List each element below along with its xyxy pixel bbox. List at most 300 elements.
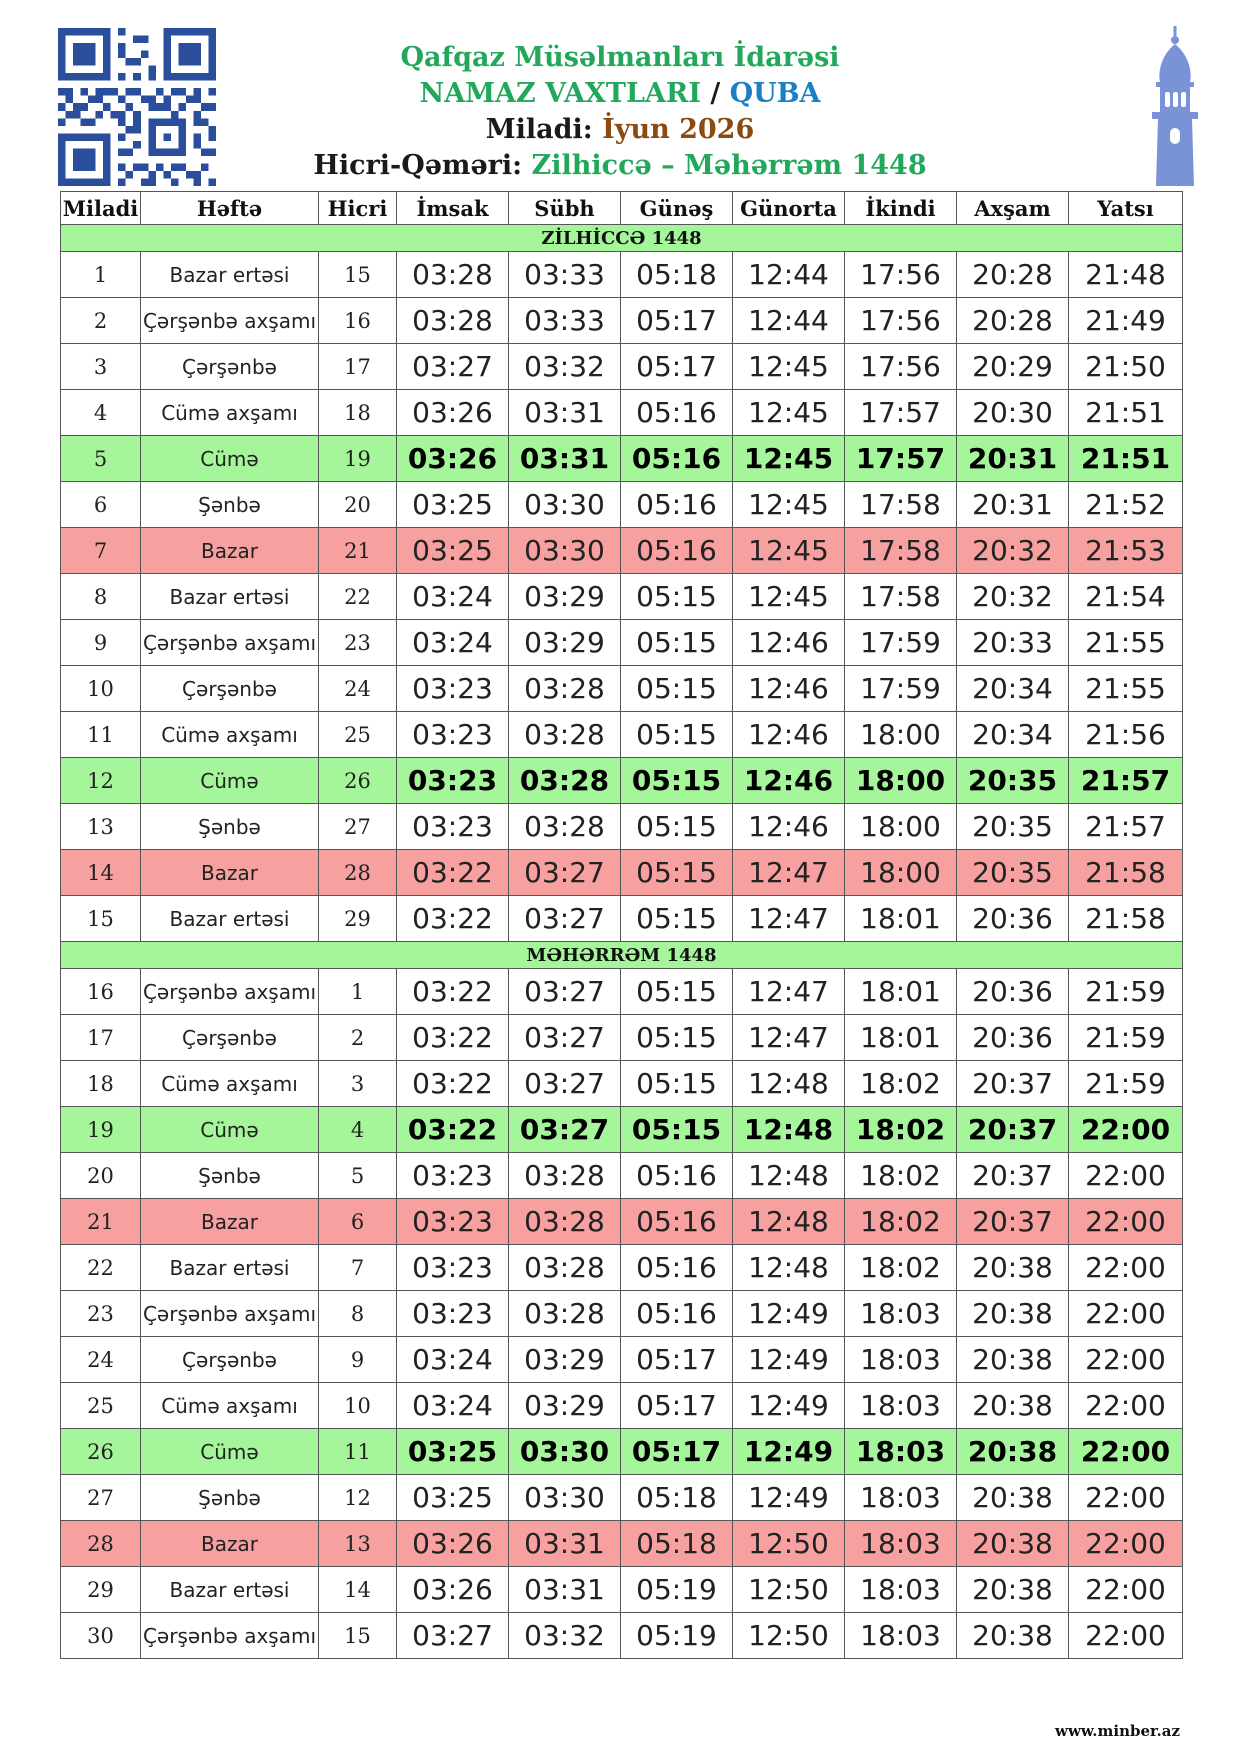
time-cell-gunes: 05:17 [621, 1429, 733, 1475]
document-title: NAMAZ VAXTLARI [419, 78, 701, 109]
weekday-cell: Bazar [141, 1199, 319, 1245]
time-cell-gunorta: 12:46 [733, 804, 845, 850]
time-cell-subh: 03:33 [509, 298, 621, 344]
weekday-cell: Cümə [141, 1107, 319, 1153]
time-cell-imsak: 03:22 [397, 896, 509, 942]
weekday-cell: Çərşənbə axşamı [141, 1291, 319, 1337]
column-header-hicri: Hicri [319, 192, 397, 225]
gregorian-day-cell: 28 [61, 1521, 141, 1567]
time-cell-imsak: 03:22 [397, 969, 509, 1015]
time-cell-axsam: 20:38 [957, 1383, 1069, 1429]
time-cell-gunorta: 12:45 [733, 482, 845, 528]
gregorian-label: Miladi: [485, 114, 603, 145]
time-cell-gunes: 05:15 [621, 969, 733, 1015]
weekday-cell: Bazar [141, 528, 319, 574]
time-cell-gunorta: 12:47 [733, 850, 845, 896]
hijri-day-cell: 10 [319, 1383, 397, 1429]
weekday-cell: Bazar ertəsi [141, 252, 319, 298]
hijri-month: Zilhiccə – Məhərrəm 1448 [531, 150, 927, 181]
time-cell-axsam: 20:38 [957, 1521, 1069, 1567]
time-cell-gunorta: 12:49 [733, 1475, 845, 1521]
time-cell-gunes: 05:16 [621, 1245, 733, 1291]
hijri-day-cell: 6 [319, 1199, 397, 1245]
hijri-day-cell: 13 [319, 1521, 397, 1567]
time-cell-ikindi: 17:56 [845, 252, 957, 298]
time-cell-axsam: 20:38 [957, 1475, 1069, 1521]
time-cell-yatsi: 21:49 [1069, 298, 1183, 344]
time-cell-axsam: 20:37 [957, 1061, 1069, 1107]
time-cell-imsak: 03:23 [397, 1153, 509, 1199]
time-cell-gunes: 05:18 [621, 1521, 733, 1567]
weekday-cell: Cümə [141, 1429, 319, 1475]
time-cell-ikindi: 17:58 [845, 528, 957, 574]
gregorian-month: İyun 2026 [602, 114, 755, 145]
table-row [61, 1337, 1183, 1383]
time-cell-axsam: 20:35 [957, 758, 1069, 804]
gregorian-day-cell: 7 [61, 528, 141, 574]
time-cell-axsam: 20:37 [957, 1153, 1069, 1199]
weekday-cell: Bazar [141, 850, 319, 896]
time-cell-subh: 03:28 [509, 1291, 621, 1337]
time-cell-subh: 03:29 [509, 620, 621, 666]
time-cell-imsak: 03:25 [397, 482, 509, 528]
time-cell-gunorta: 12:46 [733, 758, 845, 804]
time-cell-gunes: 05:15 [621, 758, 733, 804]
time-cell-gunorta: 12:45 [733, 528, 845, 574]
time-cell-subh: 03:28 [509, 712, 621, 758]
time-cell-gunorta: 12:48 [733, 1153, 845, 1199]
time-cell-subh: 03:31 [509, 390, 621, 436]
time-cell-imsak: 03:26 [397, 390, 509, 436]
weekday-cell: Bazar ertəsi [141, 574, 319, 620]
time-cell-ikindi: 17:58 [845, 574, 957, 620]
table-row [61, 1521, 1183, 1567]
time-cell-yatsi: 22:00 [1069, 1153, 1183, 1199]
weekday-cell: Bazar ertəsi [141, 1567, 319, 1613]
gregorian-day-cell: 10 [61, 666, 141, 712]
table-row [61, 528, 1183, 574]
time-cell-gunorta: 12:46 [733, 712, 845, 758]
hijri-day-cell: 16 [319, 298, 397, 344]
time-cell-subh: 03:28 [509, 1199, 621, 1245]
hijri-day-cell: 29 [319, 896, 397, 942]
time-cell-ikindi: 18:02 [845, 1107, 957, 1153]
weekday-cell: Cümə axşamı [141, 712, 319, 758]
time-cell-yatsi: 22:00 [1069, 1521, 1183, 1567]
time-cell-ikindi: 18:00 [845, 804, 957, 850]
table-row [61, 969, 1183, 1015]
weekday-cell: Şənbə [141, 1475, 319, 1521]
time-cell-yatsi: 22:00 [1069, 1199, 1183, 1245]
time-cell-subh: 03:29 [509, 1337, 621, 1383]
section-header-row [61, 225, 1183, 252]
gregorian-day-cell: 5 [61, 436, 141, 482]
time-cell-gunes: 05:17 [621, 1383, 733, 1429]
table-row [61, 666, 1183, 712]
gregorian-day-cell: 16 [61, 969, 141, 1015]
time-cell-ikindi: 18:03 [845, 1521, 957, 1567]
hijri-day-cell: 2 [319, 1015, 397, 1061]
time-cell-ikindi: 18:01 [845, 969, 957, 1015]
time-cell-imsak: 03:28 [397, 252, 509, 298]
time-cell-axsam: 20:38 [957, 1613, 1069, 1659]
hijri-day-cell: 7 [319, 1245, 397, 1291]
time-cell-imsak: 03:25 [397, 528, 509, 574]
time-cell-ikindi: 18:03 [845, 1337, 957, 1383]
weekday-cell: Şənbə [141, 804, 319, 850]
time-cell-gunorta: 12:50 [733, 1613, 845, 1659]
time-cell-axsam: 20:31 [957, 436, 1069, 482]
column-header-hefte: Həftə [141, 192, 319, 225]
time-cell-axsam: 20:38 [957, 1337, 1069, 1383]
gregorian-day-cell: 9 [61, 620, 141, 666]
table-row [61, 712, 1183, 758]
weekday-cell: Çərşənbə [141, 1015, 319, 1061]
gregorian-day-cell: 19 [61, 1107, 141, 1153]
time-cell-subh: 03:27 [509, 1015, 621, 1061]
gregorian-day-cell: 3 [61, 344, 141, 390]
time-cell-imsak: 03:26 [397, 436, 509, 482]
hijri-day-cell: 3 [319, 1061, 397, 1107]
hijri-day-cell: 22 [319, 574, 397, 620]
time-cell-gunorta: 12:46 [733, 620, 845, 666]
time-cell-yatsi: 21:58 [1069, 896, 1183, 942]
qr-code [58, 28, 216, 186]
time-cell-ikindi: 17:57 [845, 390, 957, 436]
time-cell-ikindi: 18:03 [845, 1383, 957, 1429]
time-cell-ikindi: 18:02 [845, 1153, 957, 1199]
table-row [61, 436, 1183, 482]
time-cell-imsak: 03:26 [397, 1521, 509, 1567]
time-cell-subh: 03:29 [509, 1383, 621, 1429]
time-cell-gunes: 05:15 [621, 666, 733, 712]
time-cell-subh: 03:33 [509, 252, 621, 298]
time-cell-yatsi: 21:57 [1069, 758, 1183, 804]
hijri-day-cell: 15 [319, 1613, 397, 1659]
time-cell-subh: 03:30 [509, 482, 621, 528]
hijri-day-cell: 26 [319, 758, 397, 804]
time-cell-gunorta: 12:47 [733, 896, 845, 942]
time-cell-yatsi: 21:55 [1069, 620, 1183, 666]
time-cell-subh: 03:28 [509, 666, 621, 712]
hijri-day-cell: 14 [319, 1567, 397, 1613]
time-cell-ikindi: 18:03 [845, 1291, 957, 1337]
time-cell-axsam: 20:34 [957, 666, 1069, 712]
time-cell-axsam: 20:31 [957, 482, 1069, 528]
gregorian-day-cell: 13 [61, 804, 141, 850]
table-row [61, 1291, 1183, 1337]
time-cell-subh: 03:31 [509, 1567, 621, 1613]
weekday-cell: Bazar ertəsi [141, 896, 319, 942]
time-cell-imsak: 03:22 [397, 1061, 509, 1107]
time-cell-gunes: 05:15 [621, 1015, 733, 1061]
time-cell-yatsi: 21:51 [1069, 436, 1183, 482]
hijri-day-cell: 8 [319, 1291, 397, 1337]
time-cell-gunes: 05:16 [621, 1199, 733, 1245]
time-cell-gunes: 05:15 [621, 850, 733, 896]
table-row [61, 1475, 1183, 1521]
time-cell-ikindi: 17:56 [845, 344, 957, 390]
time-cell-yatsi: 22:00 [1069, 1475, 1183, 1521]
hijri-day-cell: 4 [319, 1107, 397, 1153]
time-cell-yatsi: 21:50 [1069, 344, 1183, 390]
time-cell-yatsi: 21:58 [1069, 850, 1183, 896]
time-cell-yatsi: 22:00 [1069, 1337, 1183, 1383]
time-cell-gunorta: 12:47 [733, 969, 845, 1015]
time-cell-gunes: 05:17 [621, 298, 733, 344]
time-cell-ikindi: 18:02 [845, 1061, 957, 1107]
time-cell-yatsi: 21:54 [1069, 574, 1183, 620]
gregorian-day-cell: 29 [61, 1567, 141, 1613]
table-row [61, 896, 1183, 942]
time-cell-gunes: 05:17 [621, 344, 733, 390]
hijri-day-cell: 27 [319, 804, 397, 850]
weekday-cell: Çərşənbə [141, 1337, 319, 1383]
organization-name: Qafqaz Müsəlmanları İdarəsi [400, 42, 840, 73]
hijri-day-cell: 25 [319, 712, 397, 758]
time-cell-imsak: 03:24 [397, 1383, 509, 1429]
gregorian-day-cell: 26 [61, 1429, 141, 1475]
time-cell-gunes: 05:15 [621, 574, 733, 620]
table-row [61, 1199, 1183, 1245]
table-header-row [61, 192, 1183, 225]
time-cell-subh: 03:31 [509, 1521, 621, 1567]
time-cell-gunes: 05:15 [621, 896, 733, 942]
time-cell-axsam: 20:37 [957, 1199, 1069, 1245]
time-cell-ikindi: 18:00 [845, 712, 957, 758]
time-cell-gunorta: 12:49 [733, 1383, 845, 1429]
time-cell-subh: 03:27 [509, 1107, 621, 1153]
time-cell-subh: 03:31 [509, 436, 621, 482]
hijri-day-cell: 28 [319, 850, 397, 896]
gregorian-day-cell: 11 [61, 712, 141, 758]
document-header [240, 40, 1000, 184]
gregorian-month-line [240, 112, 1000, 148]
time-cell-axsam: 20:28 [957, 252, 1069, 298]
time-cell-axsam: 20:29 [957, 344, 1069, 390]
time-cell-imsak: 03:22 [397, 850, 509, 896]
time-cell-yatsi: 21:57 [1069, 804, 1183, 850]
table-row [61, 620, 1183, 666]
time-cell-ikindi: 18:02 [845, 1245, 957, 1291]
time-cell-gunorta: 12:44 [733, 298, 845, 344]
time-cell-ikindi: 17:59 [845, 666, 957, 712]
gregorian-day-cell: 23 [61, 1291, 141, 1337]
time-cell-gunes: 05:16 [621, 1153, 733, 1199]
time-cell-subh: 03:30 [509, 528, 621, 574]
hijri-day-cell: 21 [319, 528, 397, 574]
table-row [61, 804, 1183, 850]
time-cell-gunorta: 12:50 [733, 1521, 845, 1567]
time-cell-imsak: 03:25 [397, 1429, 509, 1475]
time-cell-imsak: 03:23 [397, 1199, 509, 1245]
time-cell-axsam: 20:38 [957, 1567, 1069, 1613]
gregorian-day-cell: 22 [61, 1245, 141, 1291]
time-cell-gunorta: 12:50 [733, 1567, 845, 1613]
table-body [61, 225, 1183, 1659]
time-cell-imsak: 03:23 [397, 1291, 509, 1337]
time-cell-yatsi: 21:59 [1069, 1061, 1183, 1107]
prayer-times-table [60, 191, 1183, 1659]
time-cell-gunorta: 12:49 [733, 1337, 845, 1383]
time-cell-gunorta: 12:45 [733, 574, 845, 620]
time-cell-axsam: 20:36 [957, 1015, 1069, 1061]
time-cell-gunes: 05:15 [621, 620, 733, 666]
time-cell-yatsi: 22:00 [1069, 1429, 1183, 1475]
hijri-day-cell: 5 [319, 1153, 397, 1199]
time-cell-gunes: 05:16 [621, 482, 733, 528]
time-cell-gunes: 05:15 [621, 804, 733, 850]
time-cell-axsam: 20:38 [957, 1245, 1069, 1291]
column-header-ikindi: İkindi [845, 192, 957, 225]
time-cell-gunorta: 12:49 [733, 1429, 845, 1475]
time-cell-subh: 03:27 [509, 850, 621, 896]
gregorian-day-cell: 20 [61, 1153, 141, 1199]
gregorian-day-cell: 1 [61, 252, 141, 298]
table-row [61, 1613, 1183, 1659]
hijri-day-cell: 9 [319, 1337, 397, 1383]
weekday-cell: Cümə axşamı [141, 1061, 319, 1107]
table-row [61, 1061, 1183, 1107]
time-cell-imsak: 03:23 [397, 666, 509, 712]
section-title: MƏHƏRRƏM 1448 [61, 942, 1183, 969]
weekday-cell: Cümə axşamı [141, 1383, 319, 1429]
time-cell-gunes: 05:18 [621, 252, 733, 298]
gregorian-day-cell: 17 [61, 1015, 141, 1061]
time-cell-imsak: 03:22 [397, 1015, 509, 1061]
time-cell-gunes: 05:18 [621, 1475, 733, 1521]
gregorian-day-cell: 27 [61, 1475, 141, 1521]
time-cell-imsak: 03:24 [397, 574, 509, 620]
weekday-cell: Şənbə [141, 482, 319, 528]
time-cell-gunes: 05:15 [621, 1107, 733, 1153]
time-cell-ikindi: 18:02 [845, 1199, 957, 1245]
weekday-cell: Çərşənbə [141, 666, 319, 712]
time-cell-imsak: 03:23 [397, 758, 509, 804]
time-cell-axsam: 20:30 [957, 390, 1069, 436]
table-row [61, 1429, 1183, 1475]
table-row [61, 344, 1183, 390]
time-cell-imsak: 03:27 [397, 1613, 509, 1659]
time-cell-gunorta: 12:48 [733, 1199, 845, 1245]
table-row [61, 758, 1183, 804]
time-cell-axsam: 20:35 [957, 804, 1069, 850]
weekday-cell: Cümə [141, 436, 319, 482]
time-cell-gunes: 05:19 [621, 1613, 733, 1659]
time-cell-gunorta: 12:47 [733, 1015, 845, 1061]
time-cell-subh: 03:27 [509, 1061, 621, 1107]
time-cell-axsam: 20:36 [957, 896, 1069, 942]
time-cell-yatsi: 22:00 [1069, 1107, 1183, 1153]
time-cell-subh: 03:28 [509, 1153, 621, 1199]
time-cell-subh: 03:29 [509, 574, 621, 620]
time-cell-gunes: 05:16 [621, 1291, 733, 1337]
column-header-gunorta: Günorta [733, 192, 845, 225]
time-cell-subh: 03:27 [509, 896, 621, 942]
time-cell-ikindi: 17:56 [845, 298, 957, 344]
time-cell-yatsi: 21:51 [1069, 390, 1183, 436]
time-cell-gunorta: 12:48 [733, 1107, 845, 1153]
time-cell-ikindi: 18:03 [845, 1613, 957, 1659]
time-cell-gunorta: 12:44 [733, 252, 845, 298]
gregorian-day-cell: 21 [61, 1199, 141, 1245]
time-cell-gunes: 05:16 [621, 436, 733, 482]
time-cell-imsak: 03:26 [397, 1567, 509, 1613]
weekday-cell: Cümə [141, 758, 319, 804]
time-cell-gunes: 05:16 [621, 528, 733, 574]
gregorian-day-cell: 8 [61, 574, 141, 620]
hijri-day-cell: 24 [319, 666, 397, 712]
table-row [61, 1383, 1183, 1429]
table-row [61, 1245, 1183, 1291]
hijri-day-cell: 11 [319, 1429, 397, 1475]
time-cell-yatsi: 22:00 [1069, 1383, 1183, 1429]
time-cell-imsak: 03:22 [397, 1107, 509, 1153]
time-cell-gunorta: 12:45 [733, 436, 845, 482]
table-row [61, 1567, 1183, 1613]
time-cell-subh: 03:28 [509, 1245, 621, 1291]
hijri-day-cell: 1 [319, 969, 397, 1015]
title-separator: / [700, 78, 730, 109]
hijri-day-cell: 17 [319, 344, 397, 390]
gregorian-day-cell: 25 [61, 1383, 141, 1429]
column-header-subh: Sübh [509, 192, 621, 225]
time-cell-gunorta: 12:46 [733, 666, 845, 712]
table-row [61, 390, 1183, 436]
time-cell-subh: 03:28 [509, 804, 621, 850]
time-cell-ikindi: 18:00 [845, 758, 957, 804]
weekday-cell: Çərşənbə axşamı [141, 969, 319, 1015]
gregorian-day-cell: 30 [61, 1613, 141, 1659]
time-cell-axsam: 20:32 [957, 528, 1069, 574]
time-cell-subh: 03:30 [509, 1429, 621, 1475]
table-row [61, 850, 1183, 896]
section-header-row [61, 942, 1183, 969]
time-cell-yatsi: 21:48 [1069, 252, 1183, 298]
time-cell-ikindi: 17:57 [845, 436, 957, 482]
time-cell-gunes: 05:16 [621, 390, 733, 436]
hijri-month-line [240, 148, 1000, 184]
weekday-cell: Çərşənbə axşamı [141, 1613, 319, 1659]
time-cell-axsam: 20:38 [957, 1429, 1069, 1475]
time-cell-ikindi: 18:01 [845, 1015, 957, 1061]
time-cell-ikindi: 18:03 [845, 1429, 957, 1475]
weekday-cell: Çərşənbə axşamı [141, 620, 319, 666]
table-row [61, 574, 1183, 620]
time-cell-axsam: 20:38 [957, 1291, 1069, 1337]
minaret-icon [1130, 26, 1220, 186]
time-cell-subh: 03:32 [509, 344, 621, 390]
time-cell-imsak: 03:27 [397, 344, 509, 390]
time-cell-imsak: 03:25 [397, 1475, 509, 1521]
time-cell-yatsi: 21:55 [1069, 666, 1183, 712]
time-cell-ikindi: 17:58 [845, 482, 957, 528]
time-cell-ikindi: 18:03 [845, 1567, 957, 1613]
time-cell-gunorta: 12:45 [733, 390, 845, 436]
hijri-day-cell: 18 [319, 390, 397, 436]
hijri-day-cell: 23 [319, 620, 397, 666]
time-cell-gunorta: 12:45 [733, 344, 845, 390]
gregorian-day-cell: 15 [61, 896, 141, 942]
column-header-axsam: Axşam [957, 192, 1069, 225]
time-cell-subh: 03:32 [509, 1613, 621, 1659]
time-cell-gunes: 05:15 [621, 1061, 733, 1107]
hijri-day-cell: 15 [319, 252, 397, 298]
weekday-cell: Bazar ertəsi [141, 1245, 319, 1291]
gregorian-day-cell: 24 [61, 1337, 141, 1383]
website-url: www.minber.az [1055, 1722, 1180, 1740]
gregorian-day-cell: 18 [61, 1061, 141, 1107]
